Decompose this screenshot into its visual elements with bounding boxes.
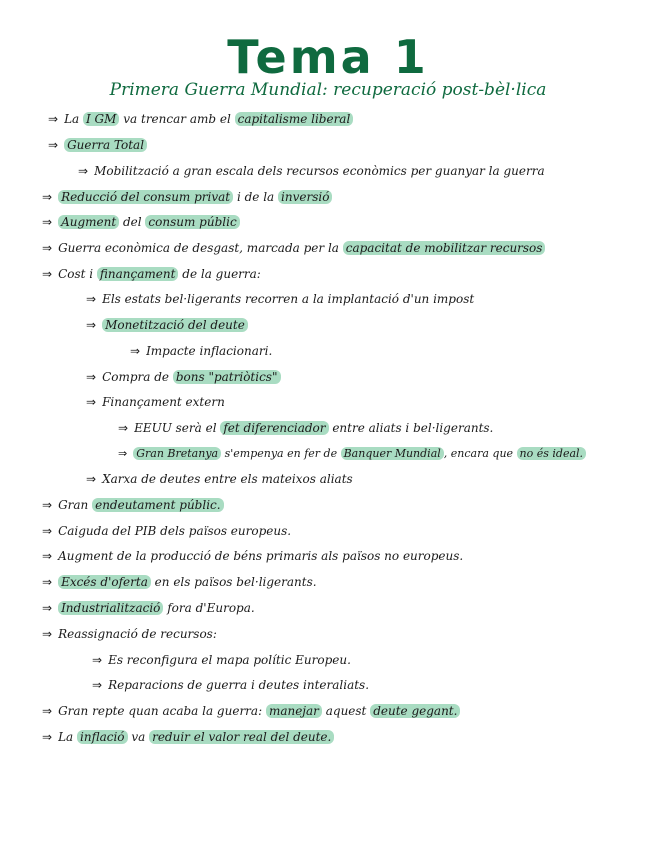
- arrow-icon: ⇒: [118, 421, 129, 435]
- highlight: endeutament públic.: [92, 498, 223, 512]
- highlight: Monetització del deute: [102, 318, 248, 332]
- arrow-icon: ⇒: [92, 678, 103, 692]
- arrow-icon: ⇒: [42, 627, 53, 641]
- note-line: ⇒ Augment de la producció de béns primaris als països no europeus.: [42, 549, 464, 563]
- highlight: capacitat de mobilitzar recursos: [343, 241, 546, 255]
- arrow-icon: ⇒: [42, 601, 53, 615]
- arrow-icon: ⇒: [42, 241, 53, 255]
- highlight: manejar: [266, 704, 322, 718]
- highlight: Guerra Total: [64, 138, 147, 152]
- highlight: Industrialització: [58, 601, 163, 615]
- note-line: ⇒ Gran endeutament públic.: [42, 497, 224, 513]
- highlight: capitalisme liberal: [235, 112, 354, 126]
- highlight: Banquer Mundial: [341, 447, 444, 460]
- arrow-icon: ⇒: [130, 344, 141, 358]
- arrow-icon: ⇒: [42, 215, 53, 229]
- note-line: ⇒ Guerra econòmica de desgast, marcada per la capacitat de mobilitzar recursos: [42, 240, 545, 256]
- arrow-icon: ⇒: [42, 190, 53, 204]
- note-line: ⇒ Compra de bons "patriòtics": [86, 369, 281, 385]
- page-subtitle: Primera Guerra Mundial: recuperació post-bèl·lica: [109, 80, 547, 100]
- note-line: ⇒ Impacte inflacionari.: [130, 344, 273, 358]
- highlight: finançament: [97, 267, 179, 281]
- note-line: ⇒ Finançament extern: [86, 395, 225, 409]
- arrow-icon: ⇒: [86, 318, 97, 332]
- note-line: ⇒ La I GM va trencar amb el capitalisme liberal: [48, 111, 353, 127]
- note-line: ⇒ Reassignació de recursos:: [42, 627, 217, 641]
- highlight: reduir el valor real del deute.: [149, 730, 334, 744]
- highlight: deute gegant.: [370, 704, 460, 718]
- arrow-icon: ⇒: [118, 447, 128, 460]
- arrow-icon: ⇒: [48, 112, 59, 126]
- note-line: ⇒ La inflació va reduir el valor real del deute.: [42, 729, 334, 745]
- note-line: ⇒ Reducció del consum privat i de la inversió: [42, 189, 332, 205]
- arrow-icon: ⇒: [42, 704, 53, 718]
- note-line: ⇒ Cost i finançament de la guerra:: [42, 267, 261, 281]
- arrow-icon: ⇒: [86, 472, 97, 486]
- highlight: bons "patriòtics": [173, 370, 281, 384]
- arrow-icon: ⇒: [92, 653, 103, 667]
- arrow-icon: ⇒: [42, 267, 53, 281]
- arrow-icon: ⇒: [42, 730, 53, 744]
- arrow-icon: ⇒: [42, 524, 53, 538]
- highlight: I GM: [83, 112, 119, 126]
- note-line: [48, 137, 147, 153]
- arrow-icon: ⇒: [78, 164, 89, 178]
- note-line: ⇒ Gran repte quan acaba la guerra: manejar aquest deute gegant.: [42, 703, 460, 719]
- highlight: inflació: [77, 730, 128, 744]
- note-line: ⇒ Mobilització a gran escala dels recursos econòmics per guanyar la guerra: [78, 164, 545, 178]
- highlight: inversió: [278, 190, 332, 204]
- note-line: ⇒ Industrialització fora d'Europa.: [42, 601, 255, 615]
- note-line: ⇒ Reparacions de guerra i deutes interaliats.: [92, 678, 370, 692]
- note-line: ⇒ Els estats bel·ligerants recorren a la implantació d'un impost: [86, 292, 475, 306]
- note-line: ⇒ Xarxa de deutes entre els mateixos aliats: [86, 472, 353, 486]
- page-title: Tema 1: [227, 30, 429, 84]
- note-line: ⇒ EEUU serà el fet diferenciador entre aliats i bel·ligerants.: [118, 421, 494, 435]
- note-line: ⇒ Excés d'oferta en els països bel·ligerants.: [42, 575, 317, 589]
- note-line: [86, 317, 248, 333]
- highlight: Augment: [58, 215, 119, 229]
- arrow-icon: ⇒: [48, 138, 59, 152]
- highlight: consum públic: [145, 215, 239, 229]
- arrow-icon: ⇒: [42, 498, 53, 512]
- arrow-icon: ⇒: [42, 549, 53, 563]
- note-line: ⇒ Es reconfigura el mapa polític Europeu.: [92, 653, 351, 667]
- highlight: no és ideal.: [517, 447, 587, 460]
- note-line: ⇒ Gran Bretanya s'empenya en fer de Banquer Mundial , encara que no és ideal.: [118, 446, 586, 462]
- highlight: Excés d'oferta: [58, 575, 151, 589]
- note-line: ⇒ Augment del consum públic: [42, 214, 240, 230]
- highlight: Reducció del consum privat: [58, 190, 233, 204]
- arrow-icon: ⇒: [86, 395, 97, 409]
- highlight: Gran Bretanya: [133, 447, 221, 460]
- arrow-icon: ⇒: [42, 575, 53, 589]
- arrow-icon: ⇒: [86, 292, 97, 306]
- arrow-icon: ⇒: [86, 370, 97, 384]
- highlight: fet diferenciador: [220, 421, 328, 435]
- note-line: ⇒ Caiguda del PIB dels països europeus.: [42, 524, 292, 538]
